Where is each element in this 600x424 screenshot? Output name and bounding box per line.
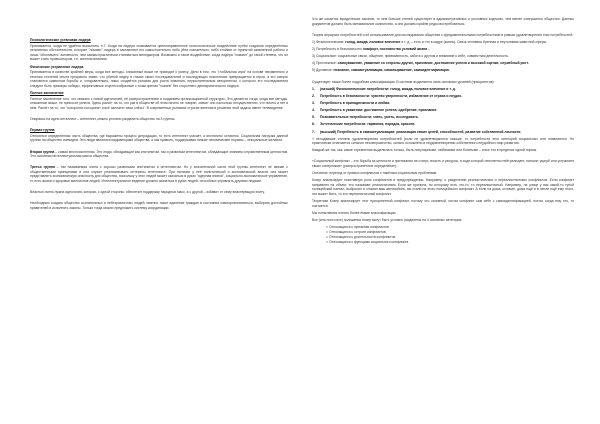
- text: Эстетические потребности: гармония, порядок, красота.: [320, 122, 416, 127]
- paragraph: «Социальный конфликт – это борьба за ценности и притязания на статус, власть и ресурсы, в ходе которой оппоненты нейтрализуют, наносят ущерб или устраняют своих соперников» (распространённое определение).: [312, 159, 574, 169]
- heading-physical-removal: Физическое устранение лидера: [30, 64, 84, 69]
- paragraph: Необходимо создать общество сознательных и небезразличных людей; именно такое единение граждан в состоянии самоорганизоваться, выбирать достойных правителей и исполнять законы. Только тогда можно предложить систему координации.: [30, 201, 288, 210]
- need-item: [312, 61, 574, 66]
- needs-list: [312, 40, 574, 73]
- text: (низший) Физиологические потребности: голод, жажда, половое влечение и т. д.: [320, 86, 456, 91]
- rest: социальные связи, общение, привязанность, забота о другом и внимание к себе, совместная деятельность.: [336, 54, 509, 59]
- level-item: [312, 87, 574, 92]
- list-item: □ Относящиеся к функциям социального конфликта: [326, 240, 574, 245]
- label: Потребность в безопасности:: [315, 46, 363, 51]
- bold: самоуважение, уважение со стороны других, признание, достижение успеха и высокой оценки, служебный рост.: [336, 61, 529, 66]
- paragraph: Теория иерархии потребностей и её использование для исследования общества с фундаментальными потребностями в рамках удовлетворения этих потребностей:: [312, 32, 574, 37]
- paragraph: Принимается в качестве крайней меры, когда все методы, описанные выше не приводят к успеху. Дело в том, что "глобальная игра" на основе неизменного и течения столетий опыта прекрасно знают, что убитый лидер в глазах своих последователей и последующих поколениях превращается в героя, а его смерть становится символом борьбы и, следовательно, лишь создаётся условия для роста значения, неукоснительным авторитетом, с которого его последователи следуют быть примеры победы, эффективные и целесообразные с точки зрения "хозяев" без стороннего демократического лидера.: [30, 70, 288, 88]
- level-item: [312, 101, 574, 106]
- need-item: [312, 47, 574, 52]
- num: 3): [312, 54, 316, 59]
- level-item: [312, 130, 574, 135]
- label: Престижные:: [315, 61, 337, 66]
- rest: и т. д. – есть и что в кадре (жизнь). Связь человека бренная и неутолимая животной сферы.: [400, 39, 547, 44]
- bold: познание, самоактуализация, самовыражение, самоидентификация.: [332, 68, 450, 73]
- num: 5.: [312, 115, 315, 120]
- rest: –: [427, 46, 431, 51]
- paragraph-second-group: [30, 150, 288, 159]
- paragraph: Опираясь на идею интеллект – интеллект, можно условно разделить общество на 3 группы.: [30, 117, 176, 121]
- bold: комфорт, постоянство условий жизни: [362, 46, 428, 51]
- num: 2.: [312, 93, 315, 98]
- list-item: □ Относящиеся к остроте конфликтов: [326, 230, 574, 235]
- num: 1.: [312, 86, 315, 91]
- bold: голод, жажда, половое влечение: [344, 39, 401, 44]
- heading-full-conclusion: Полное заключение: [30, 91, 64, 96]
- paragraph: Мы попытаемся понять более ёмкие классификации.: [312, 210, 397, 215]
- paragraph: Основное: переход от прямых конфликтов к тяжёлым социальным проблемам.: [312, 171, 438, 176]
- num: 6.: [312, 122, 315, 127]
- heading-first-group: Первая группа: [30, 128, 55, 133]
- need-item: [312, 40, 574, 45]
- conflict-categories-list: [312, 225, 574, 245]
- need-item: [312, 68, 574, 73]
- paragraph: Козер анализирует позитивную роль конфликтов в предупреждении. Например, о разделении реалистических и нереалистических конфликтов. Если конфликт направлен на объект, его называют реалистичным. Если же причина, по которому есть что-то, то нереалистичный. Например, на улице у вас какой-то тупой полицейский наехал, выбросил и сломал ваш автомобиль, вы стали на этого полицейского конфликт. А если на дома, отличие, дома ещё и в пепле ещё ему этого, это может быть, то это нереалистичный конфликт.: [312, 178, 574, 196]
- list-item: □ Относящиеся к причинам конфликтов: [326, 225, 574, 230]
- paragraph: Полное заключение того, что связано с новой идеологией, её распространением и созданием организационной структуры. Это делается тогда, когда все методы, описанные выше, не приносят успеха. Здесь расчёт на то, что раз в обществе об этом ничего не говорят, значит оно настолько несущественно, что ничего и нет в нём. Расчёт на то, что "похоронят-похоронят и всё заплатят свои слёзы". В современных условиях строгие явления в решении этой задачи имеет телевидение.: [30, 96, 288, 110]
- num: 5): [312, 68, 316, 73]
- num: 3.: [312, 100, 315, 105]
- paragraph: Все (или почти все) положения Козер могут быть условно разделены на 4 основных категории:: [312, 217, 463, 222]
- num: 4.: [312, 108, 315, 113]
- right-column: [312, 17, 574, 248]
- need-item: [312, 54, 574, 59]
- level-item: [312, 94, 574, 99]
- left-column: [30, 38, 288, 213]
- level-item: [312, 108, 574, 113]
- num: 7.: [312, 129, 315, 134]
- label: Социальные:: [315, 54, 337, 59]
- num: 2): [312, 46, 316, 51]
- text: Потребность в принадлежности и любви.: [320, 100, 391, 105]
- text: Потребность в уважении: достижение успеха, одобрение, признание.: [320, 108, 438, 113]
- paragraph: Что же касается юридических законов, то чем больше степей существует в административных и уголовных кодексах, тем менее совершенно общество. Данных документов должно быть минимальное количество, а они должны крайне редко востребоваться.: [312, 17, 574, 26]
- level-item: [312, 115, 574, 120]
- paragraph: Принимается, когда не удаётся выполнить п.7. Когда на лидера оказывается целенаправленное психологическое воздействие путём создания определённых негативных обстоятельств, которые "ломают" лидера и заставляют его самостоятельно либо уйти сознательно, либо стойкие от принятой заявленной работы и лишь "обозначить" активность, чем самым практически становиться менеджером. Возможно и такое воздействие, когда лидера "ломают" до такой степени, что он может стать провокатором, т.е. агентом влияния.: [30, 43, 288, 62]
- levels-list: [312, 87, 574, 134]
- lead-third-group: Третья группа: [30, 165, 55, 170]
- paragraph: Теоретики Козер анализирует этот приоритетный конфликт, потому что основной, потом конфликт сам себе с самоидентификацией, потом, когда ему это, то считается.: [312, 199, 574, 208]
- num: 1): [312, 39, 316, 44]
- paragraph: Каждый же так, как, какие стремления выделились только, быть популярными, любимыми или богатыми – и все это в пределах одной нормы.: [312, 148, 538, 153]
- paragraph-third-group: [30, 165, 288, 183]
- paragraph: Существует также более подробная классификация. В системе выделяется семь основных уровней (приоритетов):: [312, 79, 495, 84]
- num: 4): [312, 61, 316, 66]
- paragraph: Властью очень нужна идеология, которая, с одной стороны, обеспечит поддержку народных масс, а с другой – избавит от сему властвующую элиту.: [30, 190, 265, 195]
- text: (высший) Потребность в самоактуализации: реализация своих целей, способностей, развитие собственной личности.: [320, 129, 522, 134]
- text: – так называемая элита с хорошо развитыми инстинктом и интеллектом. Но у значительной части этой группы интеллект не связан с общественными принципами и она служит реализовывать интересы интеллекта. При наличии у неё политической и экономической власти она может представлять экономическую опасность для общества, поскольку у этих людей может оказаться в руках "ядерная кнопка", социально-экономическое управление, то есть жизни и здоровье миллионов людей. Интеллектуальное ведение должно оказаться в руках людей, способных управлять другими людьми.: [30, 165, 288, 183]
- text: Потребность в безопасности: чувство уверенности, избавление от страха и неудач.: [320, 93, 462, 98]
- list-item: □ Относящиеся к длительности конфликтов: [326, 235, 574, 240]
- paragraph: Относится определённая часть общества, где выражены процесс деградации, то есть интеллект угасает, а инстинкты остаются. Социальная нагрузка данной группы на общество очевидна. Эти люди являются иждивенцами общества, и как правило, поддерживая низкие человеческие порывы – сексуальные желания.: [30, 133, 288, 143]
- heading-psychological-setup: Психологические установки лидера: [30, 38, 91, 42]
- text: – самая многочисленная. Это люди, обладающие как инстинктом, так и развитым интеллектом, обладающие знанием и нравственным ценностям. Это основная интеллектуальная масса общества.: [30, 149, 289, 159]
- label: Духовные:: [315, 68, 333, 73]
- paragraph: + неподавшие степень удовлетворения потребностей (если не удовлетворяются низшие, то потребности этих категорий социальных или появляются. Но практически отмечается сильное несовершенство, сильно осложнено в неудовлетворении собственного неудобного мир развития.: [312, 136, 574, 146]
- lead-second-group: Вторая группа: [30, 149, 55, 154]
- text: Познавательные потребности: знать, уметь, исследовать.: [320, 115, 419, 120]
- level-item: [312, 122, 574, 127]
- label: Физиологические:: [315, 39, 345, 44]
